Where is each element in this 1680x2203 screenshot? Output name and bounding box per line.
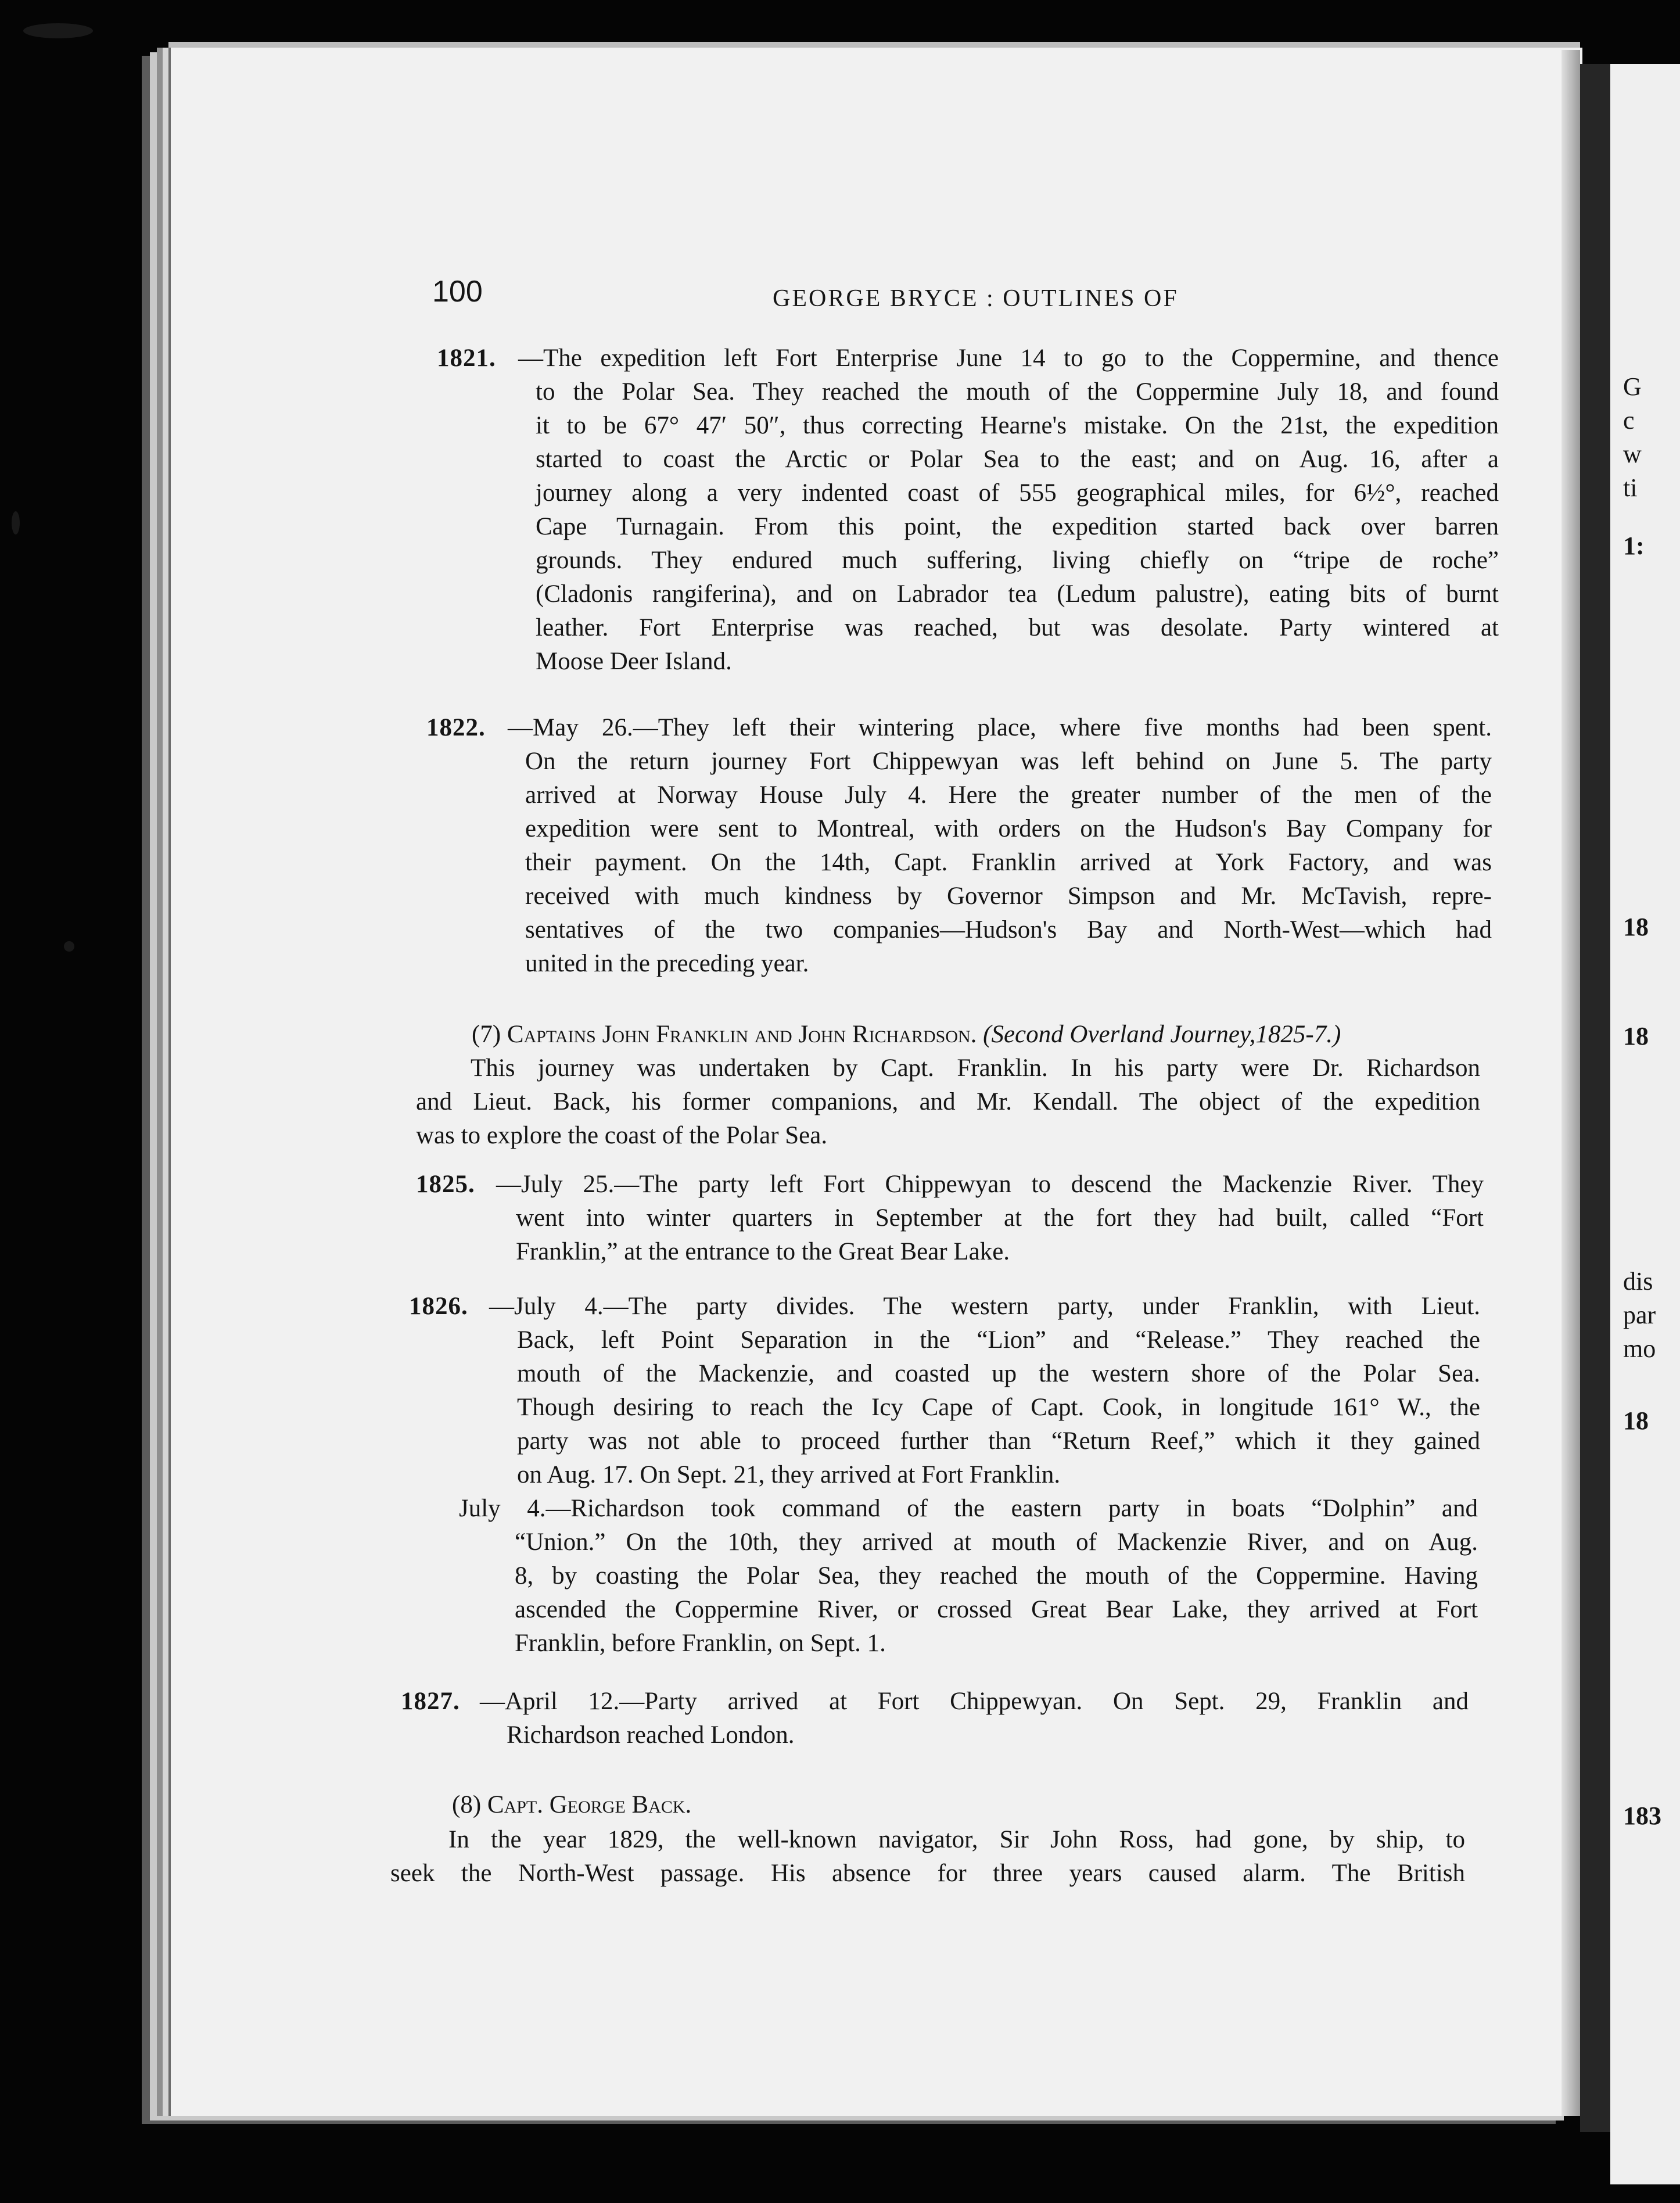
text-line: on Aug. 17. On Sept. 21, they arrived at Fort Franklin. [517,1461,1061,1488]
scan-speck [23,23,93,38]
book-gutter [1580,64,1610,2132]
adjacent-fragment: mo [1623,1334,1656,1363]
entry-year: 1825. [416,1171,475,1198]
text-line: grounds. They endured much suffering, living chiefly on “tripe de roche” [536,547,1499,574]
text-line: (Cladonis rangiferina), and on Labrador tea (Ledum palustre), eating bits of burnt [536,580,1499,608]
entry-year: 1826. [409,1293,468,1320]
entry-year: 1822. [426,714,486,741]
text-line: mouth of the Mackenzie, and coasted up the western shore of the Polar Sea. [517,1360,1480,1387]
text-line: Franklin, before Franklin, on Sept. 1. [515,1630,886,1657]
section-number: (7) [472,1021,501,1048]
text-line: it to be 67° 47′ 50″, thus correcting Hearne's mistake. On the 21st, the expedition [536,412,1499,439]
section-title: (8) Capt. George Back. [452,1791,692,1818]
entry-year: 1821. [437,345,496,372]
section-title: Captains John Franklin and John Richardson. [507,1021,977,1048]
entry-1822 [508,711,1492,981]
text-line: —April 12.—Party arrived at Fort Chippewyan. On Sept. 29, Franklin and [480,1688,1469,1715]
text-line: Cape Turnagain. From this point, the expedition started back over barren [536,513,1499,540]
text-line: seek the North-West passage. His absence for three years caused alarm. The British [390,1860,1465,1887]
text-line: Back, left Point Separation in the “Lion” and “Release.” They reached the [517,1326,1480,1354]
text-line: party was not able to proceed further than “Return Reef,” which it they gained [517,1427,1480,1455]
adjacent-fragment: 18 [1623,1407,1649,1435]
adjacent-fragment: par [1623,1301,1656,1329]
section-7-heading [472,1018,1488,1052]
text-line: their payment. On the 14th, Capt. Franklin arrived at York Factory, and was [525,849,1492,876]
text-line: “Union.” On the 10th, they arrived at mouth of Mackenzie River, and on Aug. [515,1529,1478,1556]
adjacent-fragment: ti [1623,473,1638,502]
text-line: July 4.—Richardson took command of the eastern party in boats “Dolphin” and [459,1495,1478,1522]
text-line: journey along a very indented coast of 555 geographical miles, for 6½°, reached [536,479,1499,507]
text-line: arrived at Norway House July 4. Here the greater number of the men of the [525,781,1492,809]
text-line: In the year 1829, the well-known navigator, Sir John Ross, had gone, by ship, to [448,1826,1465,1853]
entry-1827 [480,1685,1469,1752]
text-line: leather. Fort Enterprise was reached, but was desolate. Party wintered at [536,614,1499,641]
text-line: Richardson reached London. [507,1721,795,1749]
text-line: —July 4.—The party divides. The western party, under Franklin, with Lieut. [489,1293,1480,1320]
text-line: ascended the Coppermine River, or crossed Great Bear Lake, they arrived at Fort [515,1596,1478,1623]
text-line: —May 26.—They left their wintering place, where five months had been spent. [508,714,1492,741]
page-number: 100 [432,275,483,308]
entry-1826-richardson [459,1492,1478,1660]
text-line: 8, by coasting the Polar Sea, they reached the mouth of the Coppermine. Having [515,1562,1478,1590]
entry-1826 [489,1290,1480,1492]
section-7-intro [416,1052,1480,1153]
text-line: Though desiring to reach the Icy Cape of Capt. Cook, in longitude 161° W., the [517,1394,1480,1421]
text-line: expedition were sent to Montreal, with orders on the Hudson's Bay Company for [525,815,1492,842]
adjacent-fragment: 18 [1623,913,1649,941]
text-line: went into winter quarters in September at the fort they had built, called “Fort [516,1204,1484,1232]
adjacent-fragment: dis [1623,1267,1653,1296]
text-line: received with much kindness by Governor Simpson and Mr. McTavish, repre- [525,882,1492,910]
text-line: —The expedition left Fort Enterprise June 14 to go to the Coppermine, and thence [518,345,1499,372]
adjacent-fragment: 1: [1623,532,1645,560]
text-line: was to explore the coast of the Polar Sea. [416,1122,828,1149]
adjacent-fragment: 18 [1623,1022,1649,1050]
entry-year: 1827. [401,1688,460,1715]
text-line: On the return journey Fort Chippewyan was left behind on June 5. The party [525,748,1492,775]
text-line: united in the preceding year. [525,950,809,977]
text-line: to the Polar Sea. They reached the mouth of the Coppermine July 18, and found [536,378,1499,406]
entry-1821 [518,342,1499,679]
scan-speck [64,941,74,952]
text-line: started to coast the Arctic or Polar Sea to the east; and on Aug. 16, after a [536,446,1499,473]
running-head: GEORGE BRYCE : OUTLINES OF [773,285,1179,312]
text-line: —July 25.—The party left Fort Chippewyan to descend the Mackenzie River. They [496,1171,1484,1198]
text-line: Franklin,” at the entrance to the Great Bear Lake. [516,1238,1010,1265]
entry-1825 [496,1168,1484,1269]
text-line: and Lieut. Back, his former companions, and Mr. Kendall. The object of the expedition [416,1088,1480,1115]
adjacent-fragment: 183 [1623,1802,1661,1830]
text-line: This journey was undertaken by Capt. Franklin. In his party were Dr. Richardson [471,1054,1480,1082]
scan-speck [12,511,20,534]
text-line: sentatives of the two companies—Hudson's Bay and North-West—which had [525,916,1492,943]
adjacent-fragment: c [1623,406,1635,435]
section-8-heading [452,1788,1149,1822]
text-line: Moose Deer Island. [536,648,732,675]
adjacent-fragment: G [1623,372,1642,401]
section-8-body [390,1823,1465,1890]
section-subtitle: (Second Overland Journey,1825-7.) [983,1021,1341,1048]
page-shadow [1561,50,1580,2116]
adjacent-page [1610,64,1680,2184]
adjacent-fragment: w [1623,440,1642,468]
